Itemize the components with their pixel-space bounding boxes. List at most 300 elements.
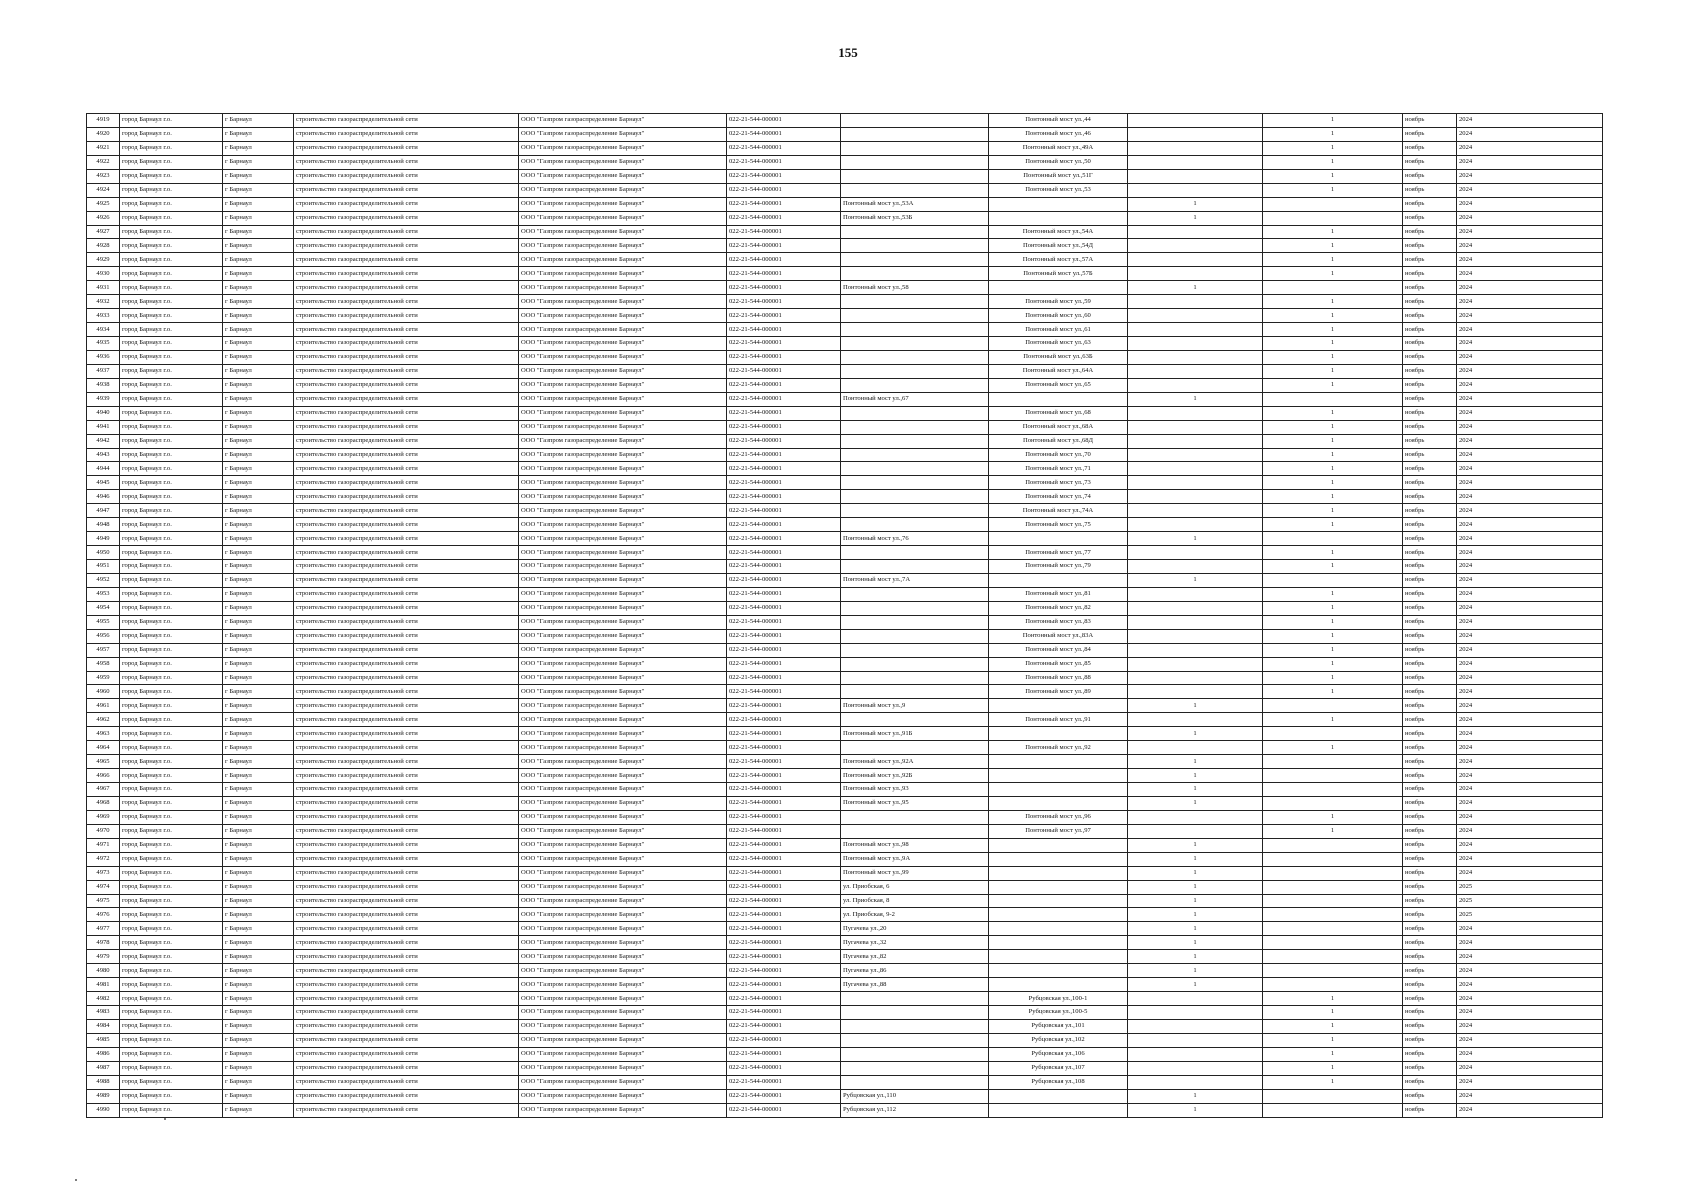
cell-year: 2024 [1457, 392, 1603, 406]
cell-flag-1 [1128, 1047, 1263, 1061]
table-row [87, 852, 1603, 866]
cell-object-1 [841, 671, 989, 685]
cell-year: 2024 [1457, 337, 1603, 351]
cell-registry-code: 022-21-544-000001 [727, 281, 841, 295]
cell-organization: ООО "Газпром газораспределение Барнаул" [519, 783, 727, 797]
cell-flag-2 [1263, 392, 1403, 406]
cell-work-type: строительство газораспределительной сети [294, 755, 519, 769]
cell-settlement: г Барнаул [223, 852, 294, 866]
cell-flag-2 [1263, 755, 1403, 769]
cell-year: 2024 [1457, 1103, 1603, 1117]
cell-object-2 [989, 783, 1128, 797]
cell-object-2: Понтонный мост ул.,97 [989, 824, 1128, 838]
cell-work-type: строительство газораспределительной сети [294, 908, 519, 922]
cell-work-type: строительство газораспределительной сети [294, 685, 519, 699]
cell-work-type: строительство газораспределительной сети [294, 1047, 519, 1061]
cell-work-type: строительство газораспределительной сети [294, 295, 519, 309]
cell-flag-1: 1 [1128, 755, 1263, 769]
cell-object-2: Понтонный мост ул.,83 [989, 615, 1128, 629]
cell-num: 4921 [87, 141, 120, 155]
cell-object-2: Понтонный мост ул.,84 [989, 643, 1128, 657]
cell-organization: ООО "Газпром газораспределение Барнаул" [519, 769, 727, 783]
cell-object-1 [841, 1006, 989, 1020]
cell-num: 4971 [87, 838, 120, 852]
cell-object-1 [841, 141, 989, 155]
cell-municipality: город Барнаул г.о. [120, 1061, 223, 1075]
cell-num: 4931 [87, 281, 120, 295]
cell-organization: ООО "Газпром газораспределение Барнаул" [519, 392, 727, 406]
cell-registry-code: 022-21-544-000001 [727, 810, 841, 824]
cell-object-1 [841, 1075, 989, 1089]
cell-organization: ООО "Газпром газораспределение Барнаул" [519, 1103, 727, 1117]
cell-work-type: строительство газораспределительной сети [294, 769, 519, 783]
cell-month: ноябрь [1403, 1075, 1457, 1089]
cell-year: 2024 [1457, 476, 1603, 490]
cell-month: ноябрь [1403, 810, 1457, 824]
cell-object-1: Понтонный мост ул.,67 [841, 392, 989, 406]
cell-num: 4981 [87, 978, 120, 992]
cell-num: 4933 [87, 309, 120, 323]
cell-object-1: ул. Приобская, 9-2 [841, 908, 989, 922]
cell-object-1 [841, 810, 989, 824]
cell-work-type: строительство газораспределительной сети [294, 573, 519, 587]
cell-flag-1 [1128, 685, 1263, 699]
cell-num: 4962 [87, 713, 120, 727]
cell-flag-1 [1128, 629, 1263, 643]
cell-work-type: строительство газораспределительной сети [294, 796, 519, 810]
cell-num: 4964 [87, 741, 120, 755]
table-row [87, 518, 1603, 532]
cell-settlement: г Барнаул [223, 657, 294, 671]
cell-object-2: Понтонный мост ул.,68Д [989, 434, 1128, 448]
table-row [87, 587, 1603, 601]
cell-num: 4937 [87, 364, 120, 378]
cell-organization: ООО "Газпром газораспределение Барнаул" [519, 755, 727, 769]
table-row [87, 197, 1603, 211]
cell-object-2: Рубцовская ул.,108 [989, 1075, 1128, 1089]
table-row [87, 713, 1603, 727]
cell-work-type: строительство газораспределительной сети [294, 197, 519, 211]
cell-settlement: г Барнаул [223, 337, 294, 351]
cell-settlement: г Барнаул [223, 727, 294, 741]
cell-municipality: город Барнаул г.о. [120, 1103, 223, 1117]
cell-num: 4923 [87, 169, 120, 183]
cell-num: 4954 [87, 601, 120, 615]
cell-flag-2 [1263, 281, 1403, 295]
cell-registry-code: 022-21-544-000001 [727, 253, 841, 267]
cell-object-1: Понтонный мост ул.,7А [841, 573, 989, 587]
cell-month: ноябрь [1403, 239, 1457, 253]
table-row [87, 769, 1603, 783]
cell-registry-code: 022-21-544-000001 [727, 1006, 841, 1020]
table-row [87, 560, 1603, 574]
cell-municipality: город Барнаул г.о. [120, 866, 223, 880]
table-row [87, 992, 1603, 1006]
cell-flag-2: 1 [1263, 615, 1403, 629]
cell-municipality: город Барнаул г.о. [120, 1047, 223, 1061]
cell-month: ноябрь [1403, 824, 1457, 838]
cell-month: ноябрь [1403, 922, 1457, 936]
cell-municipality: город Барнаул г.о. [120, 420, 223, 434]
table-row [87, 1033, 1603, 1047]
cell-work-type: строительство газораспределительной сети [294, 518, 519, 532]
cell-work-type: строительство газораспределительной сети [294, 350, 519, 364]
cell-registry-code: 022-21-544-000001 [727, 713, 841, 727]
register-body [87, 114, 1603, 1118]
cell-organization: ООО "Газпром газораспределение Барнаул" [519, 211, 727, 225]
cell-work-type: строительство газораспределительной сети [294, 587, 519, 601]
cell-municipality: город Барнаул г.о. [120, 406, 223, 420]
cell-month: ноябрь [1403, 1033, 1457, 1047]
cell-organization: ООО "Газпром газораспределение Барнаул" [519, 406, 727, 420]
cell-num: 4938 [87, 378, 120, 392]
cell-registry-code: 022-21-544-000001 [727, 114, 841, 128]
cell-year: 2024 [1457, 518, 1603, 532]
cell-flag-1 [1128, 615, 1263, 629]
cell-flag-2: 1 [1263, 671, 1403, 685]
cell-settlement: г Барнаул [223, 587, 294, 601]
cell-num: 4939 [87, 392, 120, 406]
cell-settlement: г Барнаул [223, 629, 294, 643]
cell-organization: ООО "Газпром газораспределение Барнаул" [519, 727, 727, 741]
cell-registry-code: 022-21-544-000001 [727, 978, 841, 992]
cell-organization: ООО "Газпром газораспределение Барнаул" [519, 1061, 727, 1075]
cell-object-2: Понтонный мост ул.,57Б [989, 267, 1128, 281]
register-table [86, 113, 1603, 1118]
cell-object-2: Понтонный мост ул.,81 [989, 587, 1128, 601]
cell-year: 2024 [1457, 852, 1603, 866]
cell-object-1 [841, 546, 989, 560]
cell-flag-2: 1 [1263, 295, 1403, 309]
cell-year: 2024 [1457, 657, 1603, 671]
cell-year: 2024 [1457, 420, 1603, 434]
cell-municipality: город Барнаул г.о. [120, 392, 223, 406]
cell-registry-code: 022-21-544-000001 [727, 295, 841, 309]
cell-num: 4927 [87, 225, 120, 239]
cell-object-2: Рубцовская ул.,102 [989, 1033, 1128, 1047]
cell-object-1 [841, 337, 989, 351]
cell-flag-1 [1128, 420, 1263, 434]
cell-year: 2024 [1457, 239, 1603, 253]
cell-month: ноябрь [1403, 350, 1457, 364]
cell-num: 4944 [87, 462, 120, 476]
cell-municipality: город Барнаул г.о. [120, 476, 223, 490]
cell-settlement: г Барнаул [223, 127, 294, 141]
table-row [87, 796, 1603, 810]
cell-settlement: г Барнаул [223, 1103, 294, 1117]
cell-num: 4940 [87, 406, 120, 420]
cell-flag-2: 1 [1263, 434, 1403, 448]
cell-month: ноябрь [1403, 1019, 1457, 1033]
table-row [87, 629, 1603, 643]
cell-registry-code: 022-21-544-000001 [727, 504, 841, 518]
cell-flag-1 [1128, 657, 1263, 671]
cell-flag-1: 1 [1128, 281, 1263, 295]
cell-flag-2 [1263, 783, 1403, 797]
cell-municipality: город Барнаул г.о. [120, 350, 223, 364]
cell-settlement: г Барнаул [223, 685, 294, 699]
cell-flag-2: 1 [1263, 824, 1403, 838]
cell-flag-1 [1128, 824, 1263, 838]
cell-organization: ООО "Газпром газораспределение Барнаул" [519, 295, 727, 309]
cell-registry-code: 022-21-544-000001 [727, 601, 841, 615]
cell-registry-code: 022-21-544-000001 [727, 685, 841, 699]
cell-object-1 [841, 267, 989, 281]
cell-year: 2024 [1457, 824, 1603, 838]
cell-year: 2024 [1457, 964, 1603, 978]
cell-organization: ООО "Газпром газораспределение Барнаул" [519, 796, 727, 810]
table-row [87, 378, 1603, 392]
cell-object-2: Понтонный мост ул.,63Б [989, 350, 1128, 364]
table-row [87, 573, 1603, 587]
cell-month: ноябрь [1403, 127, 1457, 141]
table-row [87, 253, 1603, 267]
cell-flag-2: 1 [1263, 629, 1403, 643]
cell-organization: ООО "Газпром газораспределение Барнаул" [519, 852, 727, 866]
cell-object-1 [841, 615, 989, 629]
cell-organization: ООО "Газпром газораспределение Барнаул" [519, 434, 727, 448]
cell-flag-2: 1 [1263, 504, 1403, 518]
cell-flag-2 [1263, 769, 1403, 783]
cell-registry-code: 022-21-544-000001 [727, 1019, 841, 1033]
cell-organization: ООО "Газпром газораспределение Барнаул" [519, 950, 727, 964]
cell-registry-code: 022-21-544-000001 [727, 448, 841, 462]
cell-flag-2: 1 [1263, 378, 1403, 392]
table-row [87, 824, 1603, 838]
table-row [87, 114, 1603, 128]
table-row [87, 546, 1603, 560]
cell-month: ноябрь [1403, 685, 1457, 699]
table-row [87, 155, 1603, 169]
cell-settlement: г Барнаул [223, 476, 294, 490]
cell-month: ноябрь [1403, 197, 1457, 211]
cell-flag-2: 1 [1263, 1061, 1403, 1075]
cell-object-2: Понтонный мост ул.,83А [989, 629, 1128, 643]
cell-work-type: строительство газораспределительной сети [294, 657, 519, 671]
cell-flag-1 [1128, 309, 1263, 323]
cell-organization: ООО "Газпром газораспределение Барнаул" [519, 1075, 727, 1089]
cell-organization: ООО "Газпром газораспределение Барнаул" [519, 713, 727, 727]
cell-settlement: г Барнаул [223, 141, 294, 155]
cell-municipality: город Барнаул г.о. [120, 783, 223, 797]
cell-flag-1: 1 [1128, 727, 1263, 741]
scan-speck [75, 1179, 77, 1181]
cell-flag-2: 1 [1263, 183, 1403, 197]
cell-year: 2024 [1457, 127, 1603, 141]
cell-object-2: Понтонный мост ул.,79 [989, 560, 1128, 574]
cell-num: 4953 [87, 587, 120, 601]
cell-settlement: г Барнаул [223, 518, 294, 532]
cell-work-type: строительство газораспределительной сети [294, 462, 519, 476]
cell-settlement: г Барнаул [223, 1089, 294, 1103]
cell-year: 2024 [1457, 601, 1603, 615]
cell-organization: ООО "Газпром газораспределение Барнаул" [519, 155, 727, 169]
cell-flag-1: 1 [1128, 880, 1263, 894]
table-row [87, 727, 1603, 741]
cell-flag-1 [1128, 741, 1263, 755]
cell-month: ноябрь [1403, 950, 1457, 964]
cell-municipality: город Барнаул г.о. [120, 838, 223, 852]
cell-municipality: город Барнаул г.о. [120, 741, 223, 755]
cell-num: 4983 [87, 1006, 120, 1020]
cell-year: 2024 [1457, 1006, 1603, 1020]
cell-object-2 [989, 950, 1128, 964]
cell-month: ноябрь [1403, 211, 1457, 225]
cell-flag-1: 1 [1128, 838, 1263, 852]
cell-flag-1 [1128, 406, 1263, 420]
cell-settlement: г Барнаул [223, 392, 294, 406]
cell-work-type: строительство газораспределительной сети [294, 922, 519, 936]
cell-month: ноябрь [1403, 490, 1457, 504]
cell-organization: ООО "Газпром газораспределение Барнаул" [519, 978, 727, 992]
cell-work-type: строительство газораспределительной сети [294, 420, 519, 434]
cell-flag-2: 1 [1263, 490, 1403, 504]
cell-num: 4970 [87, 824, 120, 838]
scan-speck [164, 1118, 166, 1120]
cell-year: 2024 [1457, 197, 1603, 211]
cell-object-1 [841, 685, 989, 699]
cell-organization: ООО "Газпром газораспределение Барнаул" [519, 546, 727, 560]
cell-month: ноябрь [1403, 518, 1457, 532]
cell-year: 2024 [1457, 462, 1603, 476]
cell-month: ноябрь [1403, 546, 1457, 560]
cell-year: 2024 [1457, 755, 1603, 769]
cell-settlement: г Барнаул [223, 741, 294, 755]
cell-object-2 [989, 532, 1128, 546]
table-row [87, 169, 1603, 183]
cell-num: 4926 [87, 211, 120, 225]
cell-num: 4941 [87, 420, 120, 434]
cell-flag-2: 1 [1263, 155, 1403, 169]
cell-flag-2: 1 [1263, 1033, 1403, 1047]
cell-year: 2024 [1457, 406, 1603, 420]
cell-object-2: Понтонный мост ул.,59 [989, 295, 1128, 309]
cell-num: 4965 [87, 755, 120, 769]
cell-num: 4949 [87, 532, 120, 546]
cell-flag-2: 1 [1263, 1006, 1403, 1020]
cell-municipality: город Барнаул г.о. [120, 685, 223, 699]
cell-year: 2024 [1457, 796, 1603, 810]
cell-object-2: Понтонный мост ул.,68А [989, 420, 1128, 434]
cell-settlement: г Барнаул [223, 573, 294, 587]
cell-settlement: г Барнаул [223, 253, 294, 267]
cell-flag-2 [1263, 950, 1403, 964]
cell-flag-1 [1128, 810, 1263, 824]
cell-settlement: г Барнаул [223, 560, 294, 574]
cell-object-1 [841, 169, 989, 183]
cell-municipality: город Барнаул г.о. [120, 769, 223, 783]
cell-object-2: Понтонный мост ул.,60 [989, 309, 1128, 323]
table-row [87, 978, 1603, 992]
cell-object-2: Понтонный мост ул.,65 [989, 378, 1128, 392]
cell-object-1 [841, 127, 989, 141]
cell-organization: ООО "Газпром газораспределение Барнаул" [519, 462, 727, 476]
cell-registry-code: 022-21-544-000001 [727, 573, 841, 587]
cell-month: ноябрь [1403, 462, 1457, 476]
cell-num: 4960 [87, 685, 120, 699]
cell-year: 2024 [1457, 1019, 1603, 1033]
cell-year: 2024 [1457, 253, 1603, 267]
cell-year: 2024 [1457, 350, 1603, 364]
cell-object-1 [841, 1047, 989, 1061]
table-row [87, 434, 1603, 448]
cell-work-type: строительство газораспределительной сети [294, 476, 519, 490]
cell-object-1 [841, 225, 989, 239]
cell-flag-2 [1263, 838, 1403, 852]
cell-year: 2024 [1457, 587, 1603, 601]
cell-year: 2024 [1457, 810, 1603, 824]
cell-flag-1: 1 [1128, 573, 1263, 587]
cell-registry-code: 022-21-544-000001 [727, 169, 841, 183]
cell-municipality: город Барнаул г.о. [120, 434, 223, 448]
cell-year: 2024 [1457, 769, 1603, 783]
cell-organization: ООО "Газпром газораспределение Барнаул" [519, 657, 727, 671]
cell-object-1 [841, 992, 989, 1006]
cell-work-type: строительство газораспределительной сети [294, 950, 519, 964]
cell-flag-1: 1 [1128, 866, 1263, 880]
table-row [87, 643, 1603, 657]
cell-registry-code: 022-21-544-000001 [727, 309, 841, 323]
cell-work-type: строительство газораспределительной сети [294, 615, 519, 629]
cell-organization: ООО "Газпром газораспределение Барнаул" [519, 741, 727, 755]
cell-flag-2: 1 [1263, 406, 1403, 420]
cell-flag-1 [1128, 1006, 1263, 1020]
cell-month: ноябрь [1403, 169, 1457, 183]
cell-year: 2024 [1457, 560, 1603, 574]
cell-flag-2: 1 [1263, 169, 1403, 183]
cell-organization: ООО "Газпром газораспределение Барнаул" [519, 1089, 727, 1103]
cell-municipality: город Барнаул г.о. [120, 378, 223, 392]
cell-organization: ООО "Газпром газораспределение Барнаул" [519, 866, 727, 880]
cell-registry-code: 022-21-544-000001 [727, 1075, 841, 1089]
cell-work-type: строительство газораспределительной сети [294, 629, 519, 643]
cell-work-type: строительство газораспределительной сети [294, 239, 519, 253]
cell-municipality: город Барнаул г.о. [120, 448, 223, 462]
cell-work-type: строительство газораспределительной сети [294, 448, 519, 462]
cell-organization: ООО "Газпром газораспределение Барнаул" [519, 643, 727, 657]
cell-work-type: строительство газораспределительной сети [294, 155, 519, 169]
cell-flag-2: 1 [1263, 810, 1403, 824]
table-row [87, 1075, 1603, 1089]
cell-flag-1 [1128, 1019, 1263, 1033]
cell-object-1 [841, 114, 989, 128]
cell-month: ноябрь [1403, 852, 1457, 866]
cell-flag-1: 1 [1128, 699, 1263, 713]
cell-settlement: г Барнаул [223, 155, 294, 169]
cell-object-2 [989, 1103, 1128, 1117]
cell-organization: ООО "Газпром газораспределение Барнаул" [519, 894, 727, 908]
cell-month: ноябрь [1403, 587, 1457, 601]
cell-flag-2 [1263, 866, 1403, 880]
cell-registry-code: 022-21-544-000001 [727, 127, 841, 141]
cell-num: 4987 [87, 1061, 120, 1075]
cell-object-2 [989, 573, 1128, 587]
cell-flag-1 [1128, 295, 1263, 309]
cell-month: ноябрь [1403, 309, 1457, 323]
cell-object-2: Понтонный мост ул.,89 [989, 685, 1128, 699]
cell-object-2 [989, 894, 1128, 908]
cell-flag-1 [1128, 169, 1263, 183]
cell-month: ноябрь [1403, 657, 1457, 671]
cell-organization: ООО "Газпром газораспределение Барнаул" [519, 518, 727, 532]
cell-object-1 [841, 560, 989, 574]
cell-object-2 [989, 727, 1128, 741]
cell-month: ноябрь [1403, 225, 1457, 239]
cell-flag-2: 1 [1263, 323, 1403, 337]
table-row [87, 295, 1603, 309]
cell-year: 2024 [1457, 141, 1603, 155]
cell-organization: ООО "Газпром газораспределение Барнаул" [519, 1047, 727, 1061]
